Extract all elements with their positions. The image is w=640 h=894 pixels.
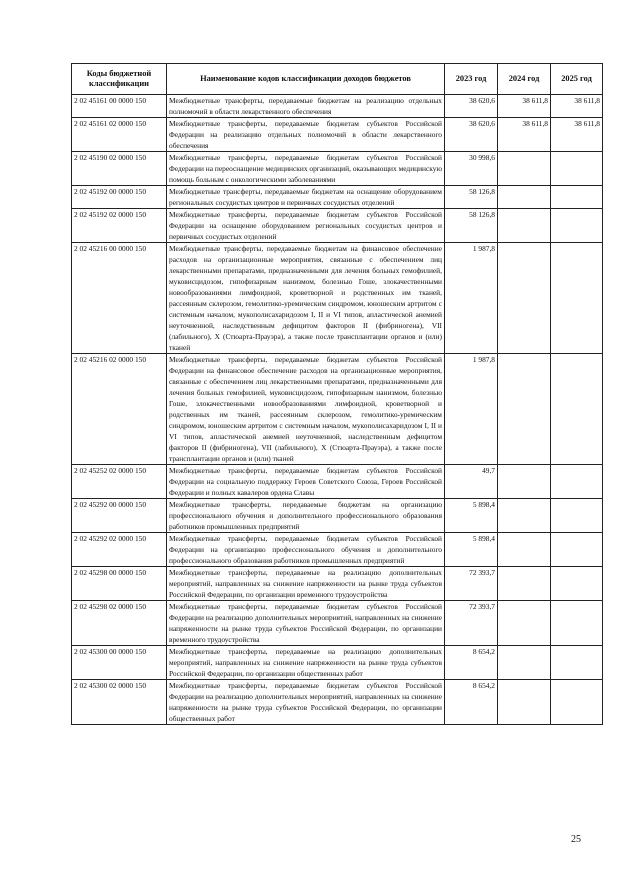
cell-2024 <box>498 567 551 601</box>
cell-name: Межбюджетные трансферты, передаваемые бюджетам субъектов Российской Федерации на оснащение оборудованием региональных сосудистых центров и первичных сосудистых отделений <box>167 209 445 243</box>
cell-name: Межбюджетные трансферты, передаваемые бюджетам субъектов Российской Федерации на финансовое обеспечение расходов на организационные мероприятия, связанные с обеспечением лиц лекарственными препаратами, предназначенными для лечения больных гемофилией, муковисцидозом, гипофизарным нанизмом, болезнью Гоше, злокачественными новообразованиями лимфоидной, кроветворной и родственных им тканей, рассеянным склерозом, гемолитико-уремическим синдромом, юношеским артритом с системным началом, мукополисахаридозом I, II и VI типов, апластической анемией неуточненной, наследственным дефицитом факторов II (фибриногена), VII (лабильного), X (Стюарта-Прауэра), а также после трансплантации органов и (или) тканей <box>167 354 445 465</box>
cell-2024 <box>498 601 551 646</box>
cell-2025 <box>551 465 603 499</box>
cell-2024 <box>498 209 551 243</box>
cell-code: 2 02 45298 00 0000 150 <box>72 567 167 601</box>
cell-2025 <box>551 354 603 465</box>
table-row <box>72 646 603 680</box>
table-row <box>72 533 603 567</box>
cell-name: Межбюджетные трансферты, передаваемые бюджетам на организацию профессионального обучения и дополнительного профессионального образования работников промышленных предприятий <box>167 499 445 533</box>
cell-2024 <box>498 465 551 499</box>
cell-2025 <box>551 567 603 601</box>
table-row <box>72 601 603 646</box>
cell-name: Межбюджетные трансферты, передаваемые бюджетам субъектов Российской Федерации на реализацию дополнительных мероприятий, направленных на снижение напряженности на рынке труда субъектов Российской Федерации, по организации временного трудоустройства <box>167 601 445 646</box>
table-row <box>72 354 603 465</box>
cell-2023: 5 898,4 <box>445 499 498 533</box>
cell-2025 <box>551 209 603 243</box>
table-row <box>72 152 603 186</box>
cell-name: Межбюджетные трансферты, передаваемые на реализацию дополнительных мероприятий, направленных на снижение напряженности на рынке труда субъектов Российской Федерации, по организации общественных работ <box>167 646 445 680</box>
cell-2024 <box>498 680 551 725</box>
cell-2025 <box>551 601 603 646</box>
cell-code: 2 02 45300 00 0000 150 <box>72 646 167 680</box>
cell-name: Межбюджетные трансферты, передаваемые бюджетам субъектов Российской Федерации на реализацию дополнительных мероприятий, направленных на снижение напряженности на рынке труда субъектов Российской Федерации, по организации общественных работ <box>167 680 445 725</box>
cell-2023: 8 654,2 <box>445 680 498 725</box>
cell-name: Межбюджетные трансферты, передаваемые бюджетам субъектов Российской Федерации на переоснащение медицинских организаций, оказывающих медицинскую помощь больным с онкологическими заболеваниями <box>167 152 445 186</box>
cell-code: 2 02 45192 02 0000 150 <box>72 209 167 243</box>
cell-2023: 5 898,4 <box>445 533 498 567</box>
table-row <box>72 465 603 499</box>
cell-2024: 38 611,8 <box>498 95 551 118</box>
cell-2023: 72 393,7 <box>445 601 498 646</box>
cell-2023: 1 987,8 <box>445 354 498 465</box>
header-2023: 2023 год <box>445 64 498 95</box>
cell-2025: 38 611,8 <box>551 95 603 118</box>
cell-2024 <box>498 186 551 209</box>
cell-name: Межбюджетные трансферты, передаваемые бюджетам на оснащение оборудованием региональных сосудистых центров и первичных сосудистых отделений <box>167 186 445 209</box>
cell-2024: 38 611,8 <box>498 118 551 152</box>
cell-code: 2 02 45192 00 0000 150 <box>72 186 167 209</box>
cell-2025 <box>551 243 603 354</box>
table-row <box>72 680 603 725</box>
cell-2024 <box>498 152 551 186</box>
table-row <box>72 186 603 209</box>
page-number: 25 <box>571 834 581 845</box>
cell-name: Межбюджетные трансферты, передаваемые бюджетам на финансовое обеспечение расходов на организационные мероприятия, связанные с обеспечением лиц лекарственными препаратами, предназначенными для лечения больных гемофилией, муковисцидозом, гипофизарным нанизмом, болезнью Гоше, злокачественными новообразованиями лимфоидной, кроветворной и родственных им тканей, рассеянным склерозом, гемолитико-уремическим синдромом, юношеским артритом с системным началом, мукополисахаридозом I, II и VI типов, апластической анемией неуточненной, наследственным дефицитом факторов II (фибриногена), VII (лабильного), X (Стюарта-Прауэра), а также после трансплантации органов и (или) тканей <box>167 243 445 354</box>
budget-classification-table <box>71 63 603 725</box>
cell-name: Межбюджетные трансферты, передаваемые на реализацию дополнительных мероприятий, направленных на снижение напряженности на рынке труда субъектов Российской Федерации, по организации временного трудоустройства <box>167 567 445 601</box>
cell-code: 2 02 45161 00 0000 150 <box>72 95 167 118</box>
cell-2025 <box>551 533 603 567</box>
cell-code: 2 02 45292 02 0000 150 <box>72 533 167 567</box>
cell-code: 2 02 45300 02 0000 150 <box>72 680 167 725</box>
cell-2023: 58 126,8 <box>445 186 498 209</box>
cell-name: Межбюджетные трансферты, передаваемые бюджетам субъектов Российской Федерации на социальную поддержку Героев Советского Союза, Героев Российской Федерации и полных кавалеров ордена Славы <box>167 465 445 499</box>
cell-2023: 58 126,8 <box>445 209 498 243</box>
cell-2025: 38 611,8 <box>551 118 603 152</box>
header-codes: Коды бюджетной классификации <box>72 64 167 95</box>
table-row <box>72 118 603 152</box>
cell-2025 <box>551 186 603 209</box>
cell-2024 <box>498 354 551 465</box>
cell-2025 <box>551 499 603 533</box>
cell-2024 <box>498 533 551 567</box>
cell-2023: 30 998,6 <box>445 152 498 186</box>
cell-code: 2 02 45292 00 0000 150 <box>72 499 167 533</box>
cell-2023: 38 620,6 <box>445 95 498 118</box>
cell-name: Межбюджетные трансферты, передаваемые бюджетам на реализацию отдельных полномочий в области лекарственного обеспечения <box>167 95 445 118</box>
cell-code: 2 02 45252 02 0000 150 <box>72 465 167 499</box>
cell-2025 <box>551 680 603 725</box>
cell-2023: 38 620,6 <box>445 118 498 152</box>
cell-2023: 49,7 <box>445 465 498 499</box>
cell-name: Межбюджетные трансферты, передаваемые бюджетам субъектов Российской Федерации на реализацию отдельных полномочий в области лекарственного обеспечения <box>167 118 445 152</box>
cell-2025 <box>551 646 603 680</box>
cell-name: Межбюджетные трансферты, передаваемые бюджетам субъектов Российской Федерации на организацию профессионального обучения и дополнительного профессионального образования работников промышленных предприятий <box>167 533 445 567</box>
table-row <box>72 209 603 243</box>
cell-2023: 72 393,7 <box>445 567 498 601</box>
cell-code: 2 02 45161 02 0000 150 <box>72 118 167 152</box>
cell-2025 <box>551 152 603 186</box>
cell-2024 <box>498 499 551 533</box>
table-row <box>72 95 603 118</box>
cell-code: 2 02 45298 02 0000 150 <box>72 601 167 646</box>
header-2025: 2025 год <box>551 64 603 95</box>
cell-code: 2 02 45216 00 0000 150 <box>72 243 167 354</box>
cell-2024 <box>498 243 551 354</box>
table-row <box>72 567 603 601</box>
cell-2023: 8 654,2 <box>445 646 498 680</box>
table-row <box>72 243 603 354</box>
cell-code: 2 02 45216 02 0000 150 <box>72 354 167 465</box>
cell-code: 2 02 45190 02 0000 150 <box>72 152 167 186</box>
header-name: Наименование кодов классификации доходов бюджетов <box>167 64 445 95</box>
table-row <box>72 499 603 533</box>
cell-2023: 1 987,8 <box>445 243 498 354</box>
table-header-row <box>72 64 603 95</box>
header-2024: 2024 год <box>498 64 551 95</box>
cell-2024 <box>498 646 551 680</box>
